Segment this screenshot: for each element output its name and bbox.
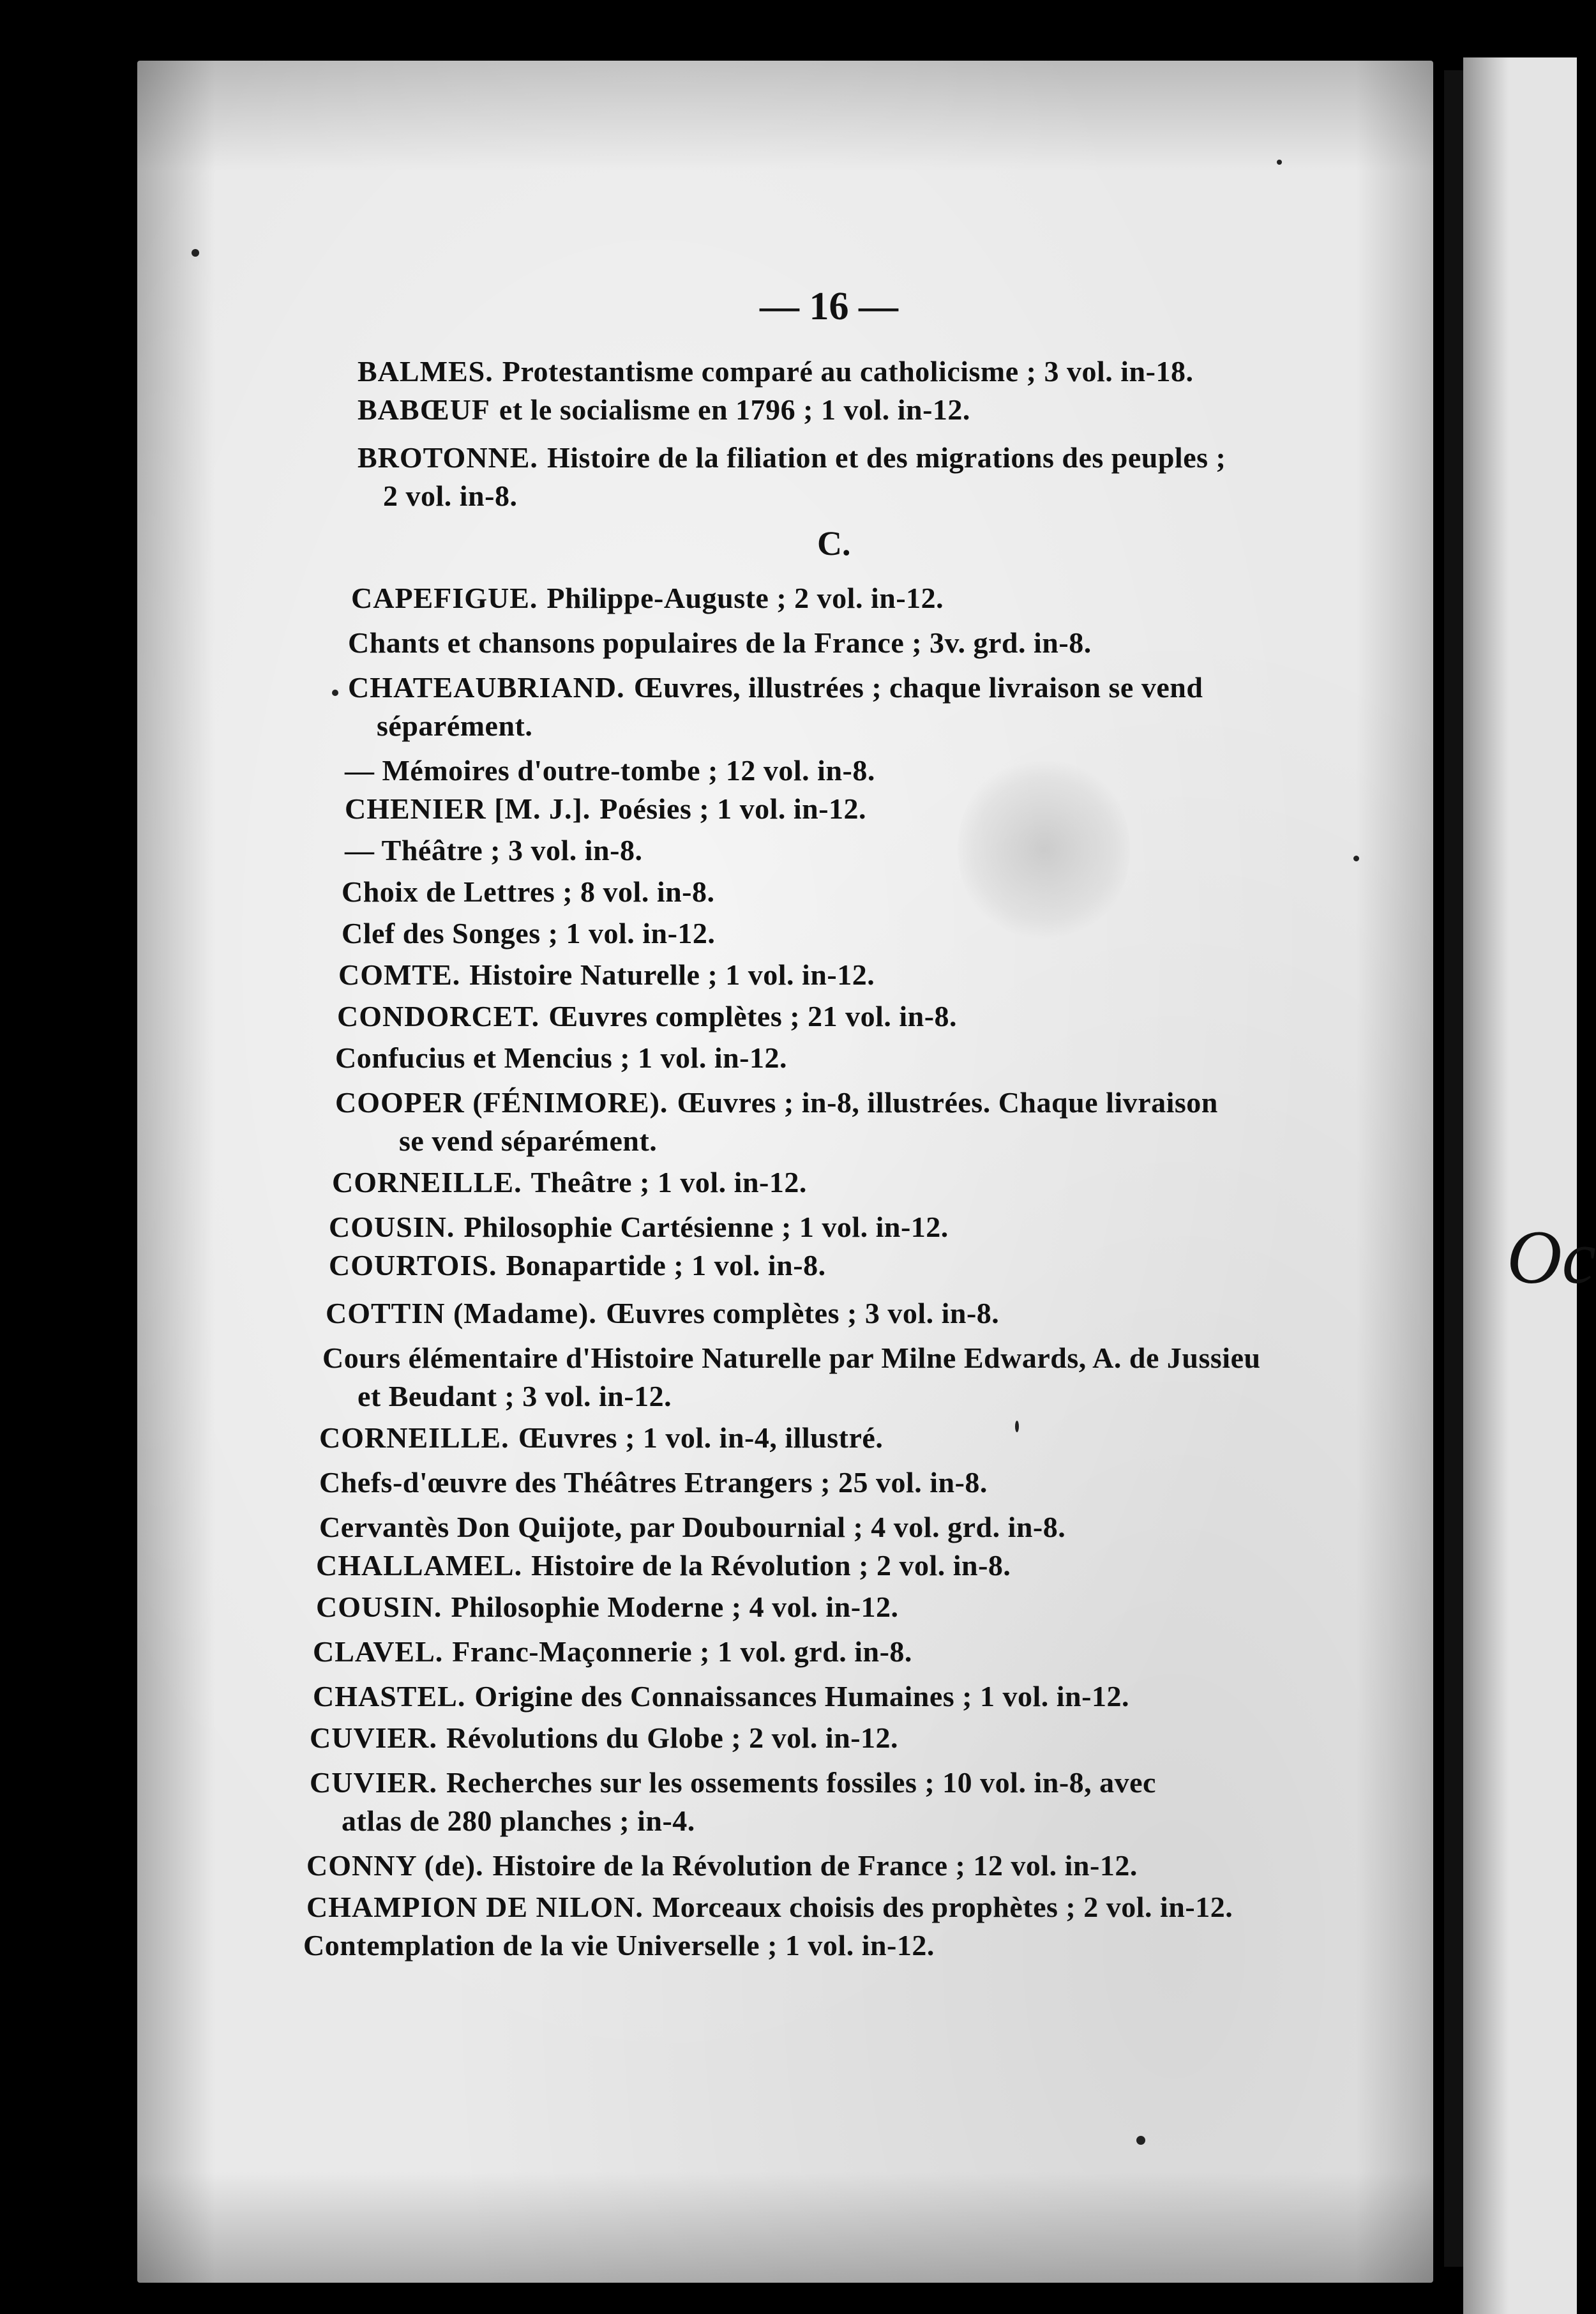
entry-text: Origine des Connaissances Humaines ; 1 vol. in-12. (474, 1680, 1129, 1713)
entry-author: COTTIN (Madame). (326, 1297, 597, 1329)
catalog-entry (322, 1341, 1261, 1375)
catalog-entry (310, 1721, 898, 1755)
catalog-entry-continuation (358, 1379, 672, 1413)
catalog-entry (306, 1849, 1138, 1882)
catalog-entry (303, 1928, 935, 1962)
catalog-entry (310, 1766, 1156, 1799)
entry-text: Recherches sur les ossements fossiles ; 10 vol. in-8, avec (446, 1766, 1156, 1799)
entry-text: Révolutions du Globe ; 2 vol. in-12. (446, 1721, 899, 1754)
catalog-entry (306, 1890, 1233, 1924)
catalog-entry-continuation (342, 1804, 695, 1838)
entry-author: CHATEAUBRIAND. (348, 671, 625, 704)
entry-author: CUVIER. (310, 1766, 437, 1799)
catalog-entry (313, 1679, 1129, 1713)
catalog-entry (358, 354, 1193, 388)
entry-author: CHASTEL. (313, 1680, 466, 1713)
section-letter: C. (817, 524, 851, 563)
entry-text: 2 vol. in-8. (383, 480, 518, 512)
dust-speck (192, 249, 199, 257)
entry-text: Theâtre ; 1 vol. in-12. (531, 1166, 807, 1199)
entry-text: Histoire de la Révolution de France ; 12 vol. in-12. (492, 1849, 1138, 1882)
margin-mark: Oc (1507, 1214, 1596, 1299)
catalog-entry (342, 916, 715, 950)
catalog-entry (338, 958, 875, 992)
entry-author: CHENIER [M. J.]. (345, 792, 591, 825)
catalog-entry (345, 833, 642, 867)
entry-text: Philosophie Moderne ; 4 vol. in-12. (451, 1591, 899, 1623)
entry-author: COUSIN. (316, 1591, 442, 1623)
entry-author: CORNEILLE. (319, 1421, 509, 1454)
entry-text: Clef des Songes ; 1 vol. in-12. (342, 917, 716, 949)
entry-text: Chants et chansons populaires de la France ; 3v. grd. in-8. (348, 626, 1092, 659)
entry-text: Cours élémentaire d'Histoire Naturelle par Milne Edwards, A. de Jussieu (322, 1342, 1261, 1374)
catalog-entry (351, 581, 944, 615)
dust-speck (1353, 856, 1359, 861)
entry-author: CONNY (de). (306, 1849, 484, 1882)
entry-author: CAPEFIGUE. (351, 582, 538, 614)
catalog-entry (345, 792, 866, 826)
entry-text: Chefs-d'œuvre des Théâtres Etrangers ; 25 vol. in-8. (319, 1466, 988, 1499)
entry-author: CUVIER. (310, 1721, 437, 1754)
catalog-entry (337, 999, 957, 1033)
entry-author: COURTOIS. (329, 1249, 497, 1282)
entry-author: COOPER (FÉNIMORE). (335, 1086, 668, 1119)
dust-speck (1136, 2136, 1145, 2145)
entry-text: Œuvres complètes ; 3 vol. in-8. (605, 1297, 1000, 1329)
entry-text: — Théâtre ; 3 vol. in-8. (345, 834, 643, 866)
entry-text: Œuvres, illustrées ; chaque livraison se vend (633, 671, 1203, 704)
catalog-entry (319, 1510, 1065, 1544)
catalog-entry (319, 1465, 988, 1499)
entry-text: Franc-Maçonnerie ; 1 vol. grd. in-8. (452, 1635, 912, 1668)
catalog-entry (313, 1635, 912, 1668)
entry-author: CORNEILLE. (332, 1166, 522, 1199)
entry-text: Contemplation de la vie Universelle ; 1 vol. in-12. (303, 1929, 935, 1962)
catalog-entry (358, 441, 1226, 474)
adjacent-page-edge (1463, 57, 1577, 2314)
entry-author: CHAMPION DE NILON. (306, 1891, 644, 1923)
page-gutter (1444, 70, 1463, 2267)
catalog-entry (329, 1210, 949, 1244)
catalog-entry (329, 1248, 826, 1282)
catalog-entry (358, 393, 970, 427)
entry-author: CLAVEL. (313, 1635, 444, 1668)
entry-text: Cervantès Don Quijote, par Doubournial ; 4 vol. grd. in-8. (319, 1511, 1066, 1543)
catalog-entry (335, 1085, 1218, 1119)
catalog-entry (319, 1421, 883, 1455)
entry-author: BALMES. (358, 355, 493, 388)
entry-text: Philippe-Auguste ; 2 vol. in-12. (546, 582, 944, 614)
dust-speck (1277, 160, 1282, 165)
entry-text: Œuvres ; in-8, illustrées. Chaque livraison (677, 1086, 1218, 1119)
entry-text: Philosophie Cartésienne ; 1 vol. in-12. (463, 1211, 949, 1243)
catalog-entry-continuation (377, 709, 532, 743)
entry-text: Morceaux choisis des prophètes ; 2 vol. in-12. (652, 1891, 1233, 1923)
entry-text: — Mémoires d'outre-tombe ; 12 vol. in-8. (345, 754, 875, 787)
entry-text: Histoire Naturelle ; 1 vol. in-12. (469, 958, 875, 991)
entry-text: Œuvres ; 1 vol. in-4, illustré. (518, 1421, 884, 1454)
catalog-entry (345, 753, 875, 787)
catalog-entry (316, 1590, 899, 1624)
entry-text: atlas de 280 planches ; in-4. (342, 1804, 695, 1837)
entry-text: et Beudant ; 3 vol. in-12. (358, 1380, 672, 1412)
catalog-entry (342, 875, 715, 909)
entry-text: se vend séparément. (399, 1124, 658, 1157)
catalog-entry (348, 626, 1092, 660)
catalog-entry-continuation (383, 479, 517, 513)
page-number: — 16 — (760, 285, 898, 328)
library-stamp-smudge (958, 753, 1130, 945)
entry-author: COUSIN. (329, 1211, 455, 1243)
catalog-entry (332, 1165, 807, 1199)
entry-text: séparément. (377, 709, 533, 742)
entry-text: Bonapartide ; 1 vol. in-8. (506, 1249, 826, 1282)
catalog-entry (326, 1296, 999, 1330)
entry-author: CHALLAMEL. (316, 1549, 523, 1582)
entry-author: CONDORCET. (337, 1000, 540, 1032)
entry-text: Choix de Lettres ; 8 vol. in-8. (342, 875, 715, 908)
entry-text: Poésies ; 1 vol. in-12. (599, 792, 867, 825)
catalog-entry (316, 1548, 1011, 1582)
entry-author: BROTONNE. (358, 441, 538, 474)
entry-text: Histoire de la filiation et des migrations des peuples ; (546, 441, 1226, 474)
entry-text: Confucius et Mencius ; 1 vol. in-12. (335, 1041, 787, 1074)
catalog-entry (335, 1041, 787, 1075)
entry-author: COMTE. (338, 958, 461, 991)
entry-text: Œuvres complètes ; 21 vol. in-8. (548, 1000, 958, 1032)
dust-speck (1015, 1421, 1019, 1432)
catalog-entry (348, 670, 1203, 704)
entry-text: Histoire de la Révolution ; 2 vol. in-8. (531, 1549, 1011, 1582)
entry-author: BABŒUF (358, 393, 490, 426)
entry-text: et le socialisme en 1796 ; 1 vol. in-12. (499, 393, 970, 426)
entry-text: Protestantisme comparé au catholicisme ; 3 vol. in-18. (502, 355, 1194, 388)
dust-speck (332, 690, 338, 696)
catalog-entry-continuation (399, 1124, 657, 1158)
